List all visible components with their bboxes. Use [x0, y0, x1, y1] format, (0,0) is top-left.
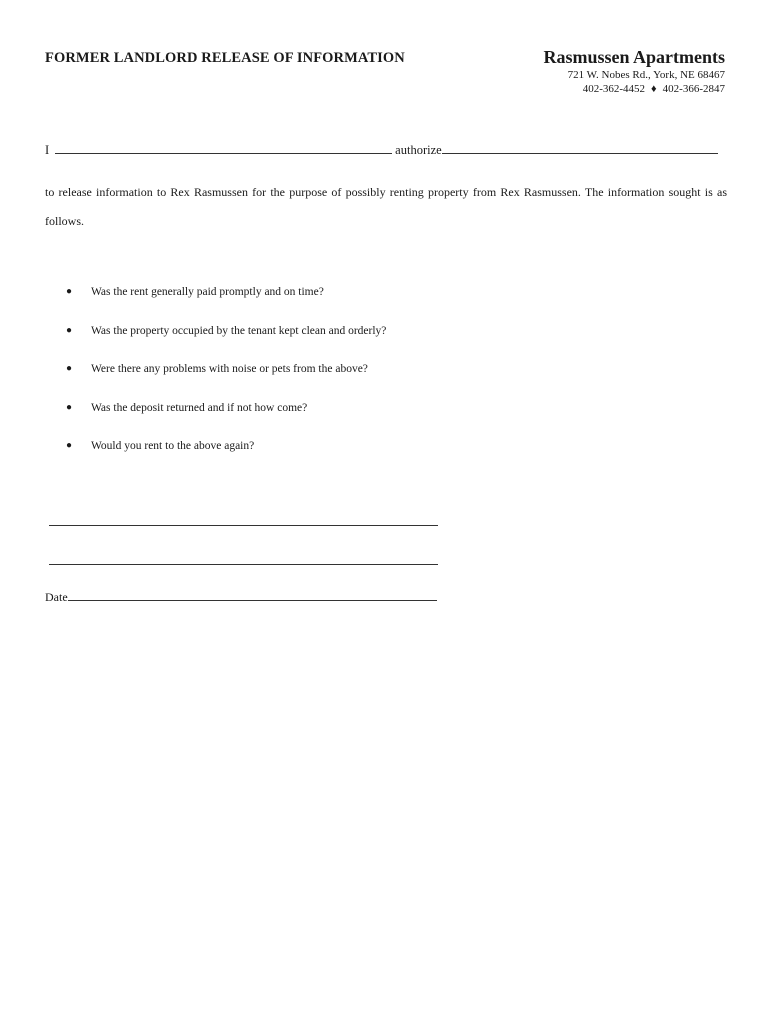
date-label: Date [45, 590, 68, 604]
signature-field-1[interactable] [49, 525, 438, 526]
list-item [66, 400, 386, 439]
date-field[interactable] [68, 589, 437, 601]
authorization-prefix: I [45, 143, 50, 157]
question-list [66, 284, 386, 477]
bullet-icon: ● [66, 324, 73, 336]
diamond-separator-icon: ♦ [651, 83, 657, 95]
release-statement: to release information to Rex Rasmussen for the purpose of possibly renting property from Rex Rasmussen. The information sought is as follows. [45, 185, 727, 228]
company-header [543, 46, 725, 96]
question-text: Would you rent to the above again? [91, 440, 255, 452]
bullet-icon: ● [66, 440, 73, 451]
list-item [66, 323, 386, 362]
question-text: Was the deposit returned and if not how come? [91, 401, 308, 414]
company-name: Rasmussen Apartments [543, 47, 725, 67]
form-title: FORMER LANDLORD RELEASE OF INFORMATION [45, 50, 405, 66]
signature-field-2[interactable] [49, 564, 438, 565]
bullet-icon: ● [66, 363, 73, 374]
bullet-icon: ● [66, 401, 73, 413]
list-item [66, 284, 386, 323]
bullet-icon: ● [66, 286, 73, 297]
authorized-party-field[interactable] [442, 142, 718, 154]
question-text: Was the rent generally paid promptly and on time? [91, 286, 324, 298]
date-row [45, 589, 437, 605]
phone-secondary: 402-366-2847 [662, 83, 725, 95]
company-phones [543, 82, 725, 96]
phone-primary: 402-362-4452 [582, 83, 646, 95]
authorization-line [45, 142, 718, 158]
applicant-name-field[interactable] [55, 142, 392, 154]
authorize-word: authorize [395, 143, 442, 157]
company-address: 721 W. Nobes Rd., York, NE 68467 [567, 69, 725, 81]
list-item [66, 438, 386, 477]
list-item [66, 361, 386, 400]
question-text: Were there any problems with noise or pets from the above? [91, 363, 368, 375]
question-text: Was the property occupied by the tenant kept clean and orderly? [91, 324, 387, 337]
